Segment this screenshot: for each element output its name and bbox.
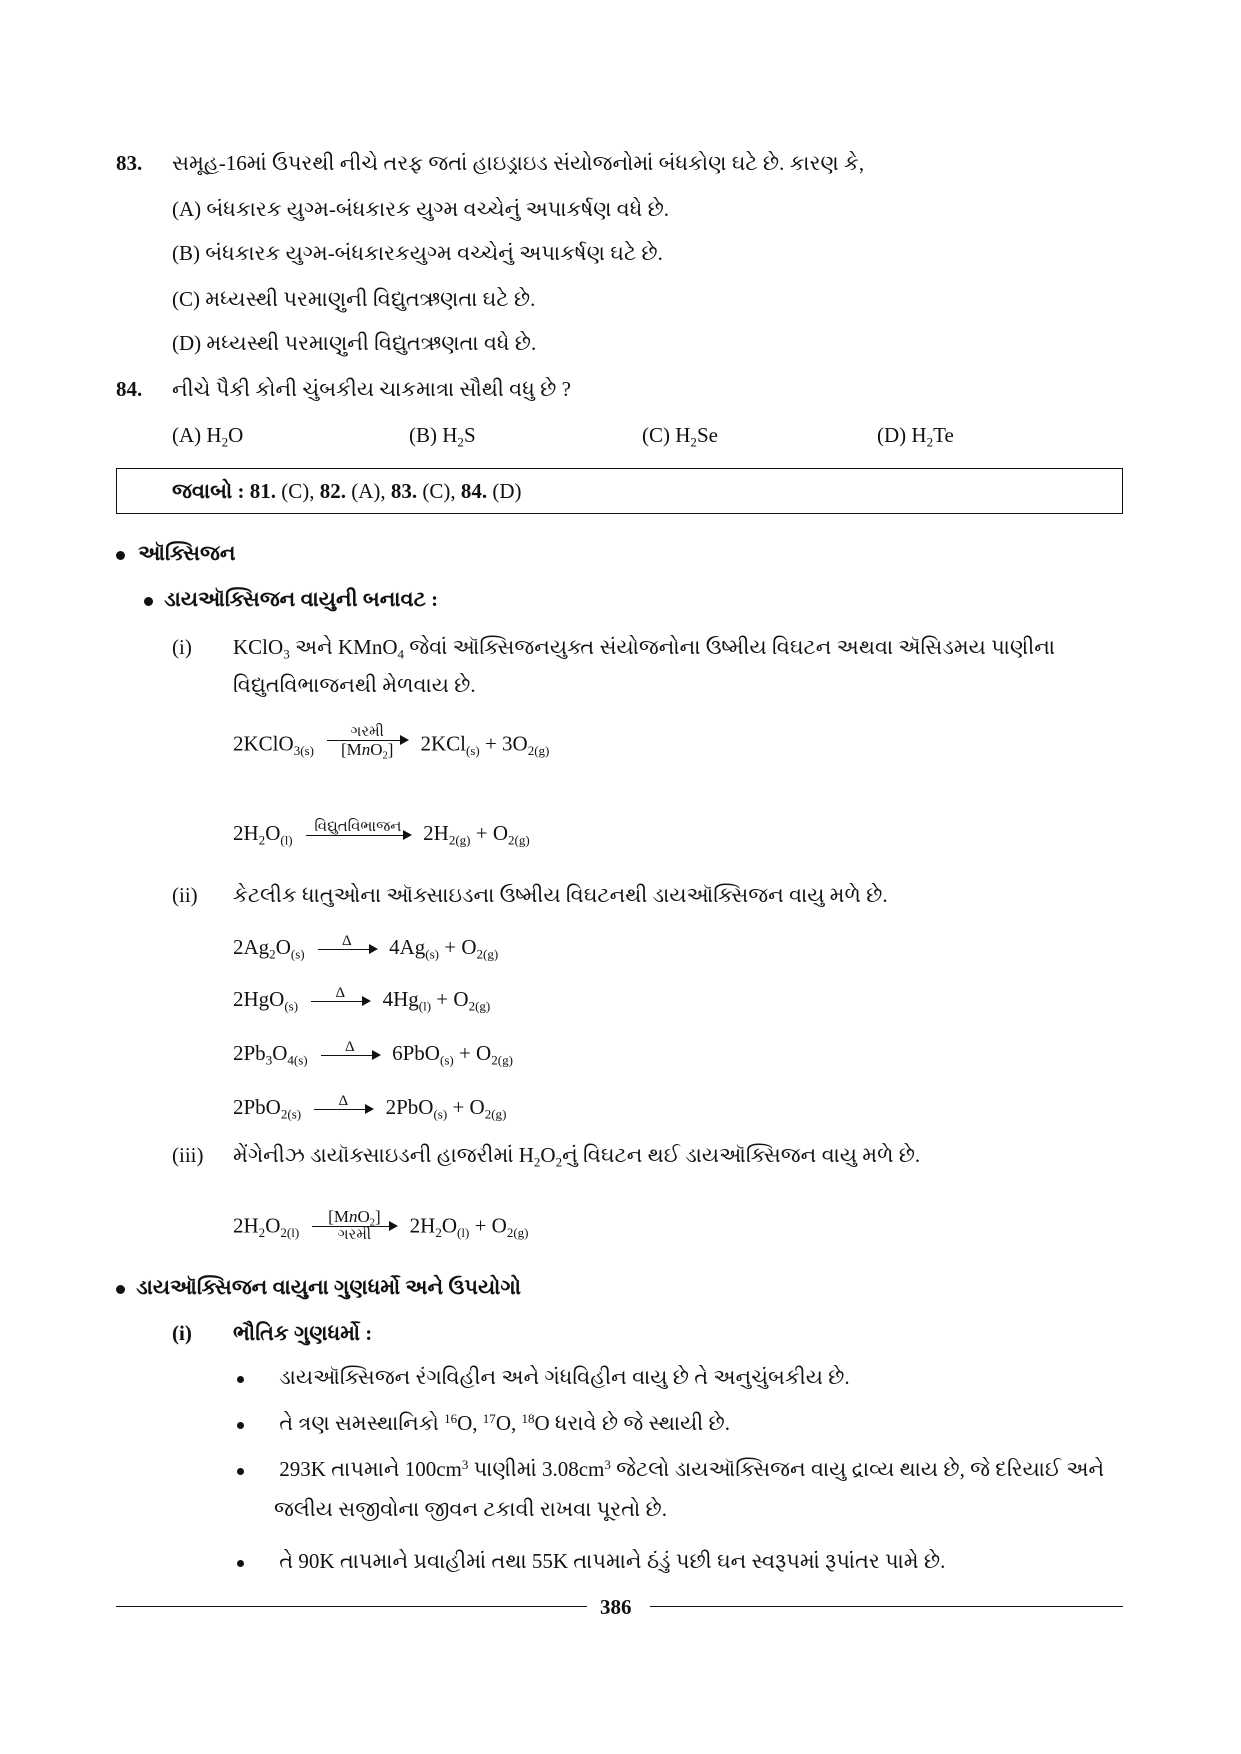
bullet-icon	[237, 1422, 244, 1429]
bullet-icon	[116, 1285, 125, 1294]
bullet-item-continuation: જલીય સજીવોના જીવન ટકાવી રાખવા પૂરતો છે.	[274, 1497, 668, 1521]
method-ii-text: કેટલીક ધાતુઓના ઑક્સાઇડના ઉષ્મીય વિઘટનથી ડાયઑક્સિજન વાયુ મળે છે.	[233, 883, 888, 907]
subsection-heading-preparation: ડાયઑક્સિજન વાયુની બનાવટ :	[144, 586, 438, 612]
section-heading-oxygen: ઑક્સિજન	[116, 540, 235, 566]
equation-hgo: 2HgO$_{(s)}$ Δ $4Hg_{(l)} + O_{2(g)}$	[233, 984, 491, 1014]
q84-option-b: (B) $H_2S$	[409, 423, 476, 450]
bullet-icon	[237, 1560, 244, 1567]
equation-h2o2: $2H_2O_{2(l)}$ [MnO$_2$] ગરમી $2H_2O_{(l)} + O_{2(g)}$	[233, 1207, 529, 1243]
footer-rule-right	[650, 1606, 1123, 1607]
method-i-label: (i)	[172, 635, 192, 659]
bullet-item: ડાયઑક્સિજન રંગવિહીન અને ગંધવિહીન વાયુ છે તે અનુચુંબકીય છે.	[237, 1364, 850, 1390]
footer-rule-left	[116, 1606, 587, 1607]
section-heading-properties: ડાયઑક્સિજન વાયુના ગુણધર્મો અને ઉપયોગો	[116, 1274, 521, 1300]
method-iii-text: મેંગેનીઝ ડાયૉક્સાઇડની હાજરીમાં $H_2O_2નું$ વિઘટન થઈ ડાયઑક્સિજન વાયુ મળે છે.	[233, 1143, 921, 1170]
physical-properties-label: (i)	[172, 1321, 192, 1345]
question-84-text: નીચે પૈકી કોની ચુંબકીય ચાકમાત્રા સૌથી વધુ છે ?	[172, 377, 571, 401]
equation-pbo2: 2PbO$_{2(s)}$ Δ $2PbO_{(s)} + O_{2(g)}$	[233, 1092, 507, 1122]
bullet-icon	[116, 551, 125, 560]
page-number: 386	[600, 1595, 632, 1619]
method-i-text: KClO$_3$ અને KMnO$_4$ જેવાં ઑક્સિજનયુક્ત સંયોજનોના ઉષ્મીય વિઘટન અથવા ઍસિડમય પાણીના	[233, 635, 1056, 662]
q84-option-a: (A) $H_2O$	[172, 423, 244, 450]
bullet-icon	[144, 597, 153, 606]
method-i-text-line2: વિદ્યુતવિભાજનથી મેળવાય છે.	[233, 673, 476, 697]
answer-key: જવાબો : 81. (C), 82. (A), 83. (C), 84. (D)	[172, 479, 522, 503]
bullet-icon	[237, 1468, 244, 1475]
equation-kclo3: 2KClO$_{3(s)}$ ગરમી [MnO$_2$] $2KCl_{(s)} + 3O_{2(g)}$	[233, 724, 550, 762]
q84-option-c: (C) $H_2Se$	[642, 423, 718, 450]
q83-option-c: (C) મધ્યસ્થી પરમાણુની વિદ્યુતઋણતા ઘટે છે.	[172, 287, 536, 311]
q84-option-d: (D) $H_2Te$	[877, 423, 954, 450]
equation-ag2o: $2Ag_2O_{(s)}$ Δ $4Ag_{(s)} + O_{2(g)}$	[233, 932, 499, 962]
question-83-text: સમૂહ-16માં ઉપરથી નીચે તરફ જતાં હાઇડ્રાઇડ સંયોજનોમાં બંધકોણ ઘટે છે. કારણ કે,	[172, 151, 865, 175]
q83-option-b: (B) બંધકારક યુગ્મ-બંધકારકયુગ્મ વચ્ચેનું અપાકર્ષણ ઘટે છે.	[172, 241, 663, 265]
question-number-83: 83.	[116, 151, 143, 175]
bullet-item: તે 90K તાપમાને પ્રવાહીમાં તથા 55K તાપમાને ઠંડું પછી ઘન સ્વરૂપમાં રૂપાંતર પામે છે.	[237, 1548, 945, 1574]
q83-option-d: (D) મધ્યસ્થી પરમાણુની વિદ્યુતઋણતા વધે છે.	[172, 331, 537, 355]
method-ii-label: (ii)	[172, 883, 198, 907]
q83-option-a: (A) બંધકારક યુગ્મ-બંધકારક યુગ્મ વચ્ચેનું અપાકર્ષણ વધે છે.	[172, 197, 670, 221]
physical-properties-heading: ભૌતિક ગુણધર્મો :	[233, 1321, 373, 1345]
equation-electrolysis: $2H_2O_{(l)}$ વિદ્યુતવિભાજન $2H_{2(g)} + O_{2(g)}$	[233, 818, 530, 848]
bullet-icon	[237, 1376, 244, 1383]
equation-pb3o4: $2Pb_3O_{4(s)}$ Δ $6PbO_{(s)} + O_{2(g)}$	[233, 1038, 513, 1068]
question-number-84: 84.	[116, 377, 143, 401]
bullet-item: તે ત્રણ સમસ્થાનિકો $^{16}$O, $^{17}$O, $^{18}$O ધરાવે છે જે સ્થાયી છે.	[237, 1410, 730, 1436]
bullet-item: 293K તાપમાને $100cm^3$ પાણીમાં $3.08cm^3$ જેટલો ડાયઑક્સિજન વાયુ દ્રાવ્ય થાય છે, જે દરિયાઈ અને	[237, 1456, 1104, 1482]
method-iii-label: (iii)	[172, 1143, 204, 1167]
